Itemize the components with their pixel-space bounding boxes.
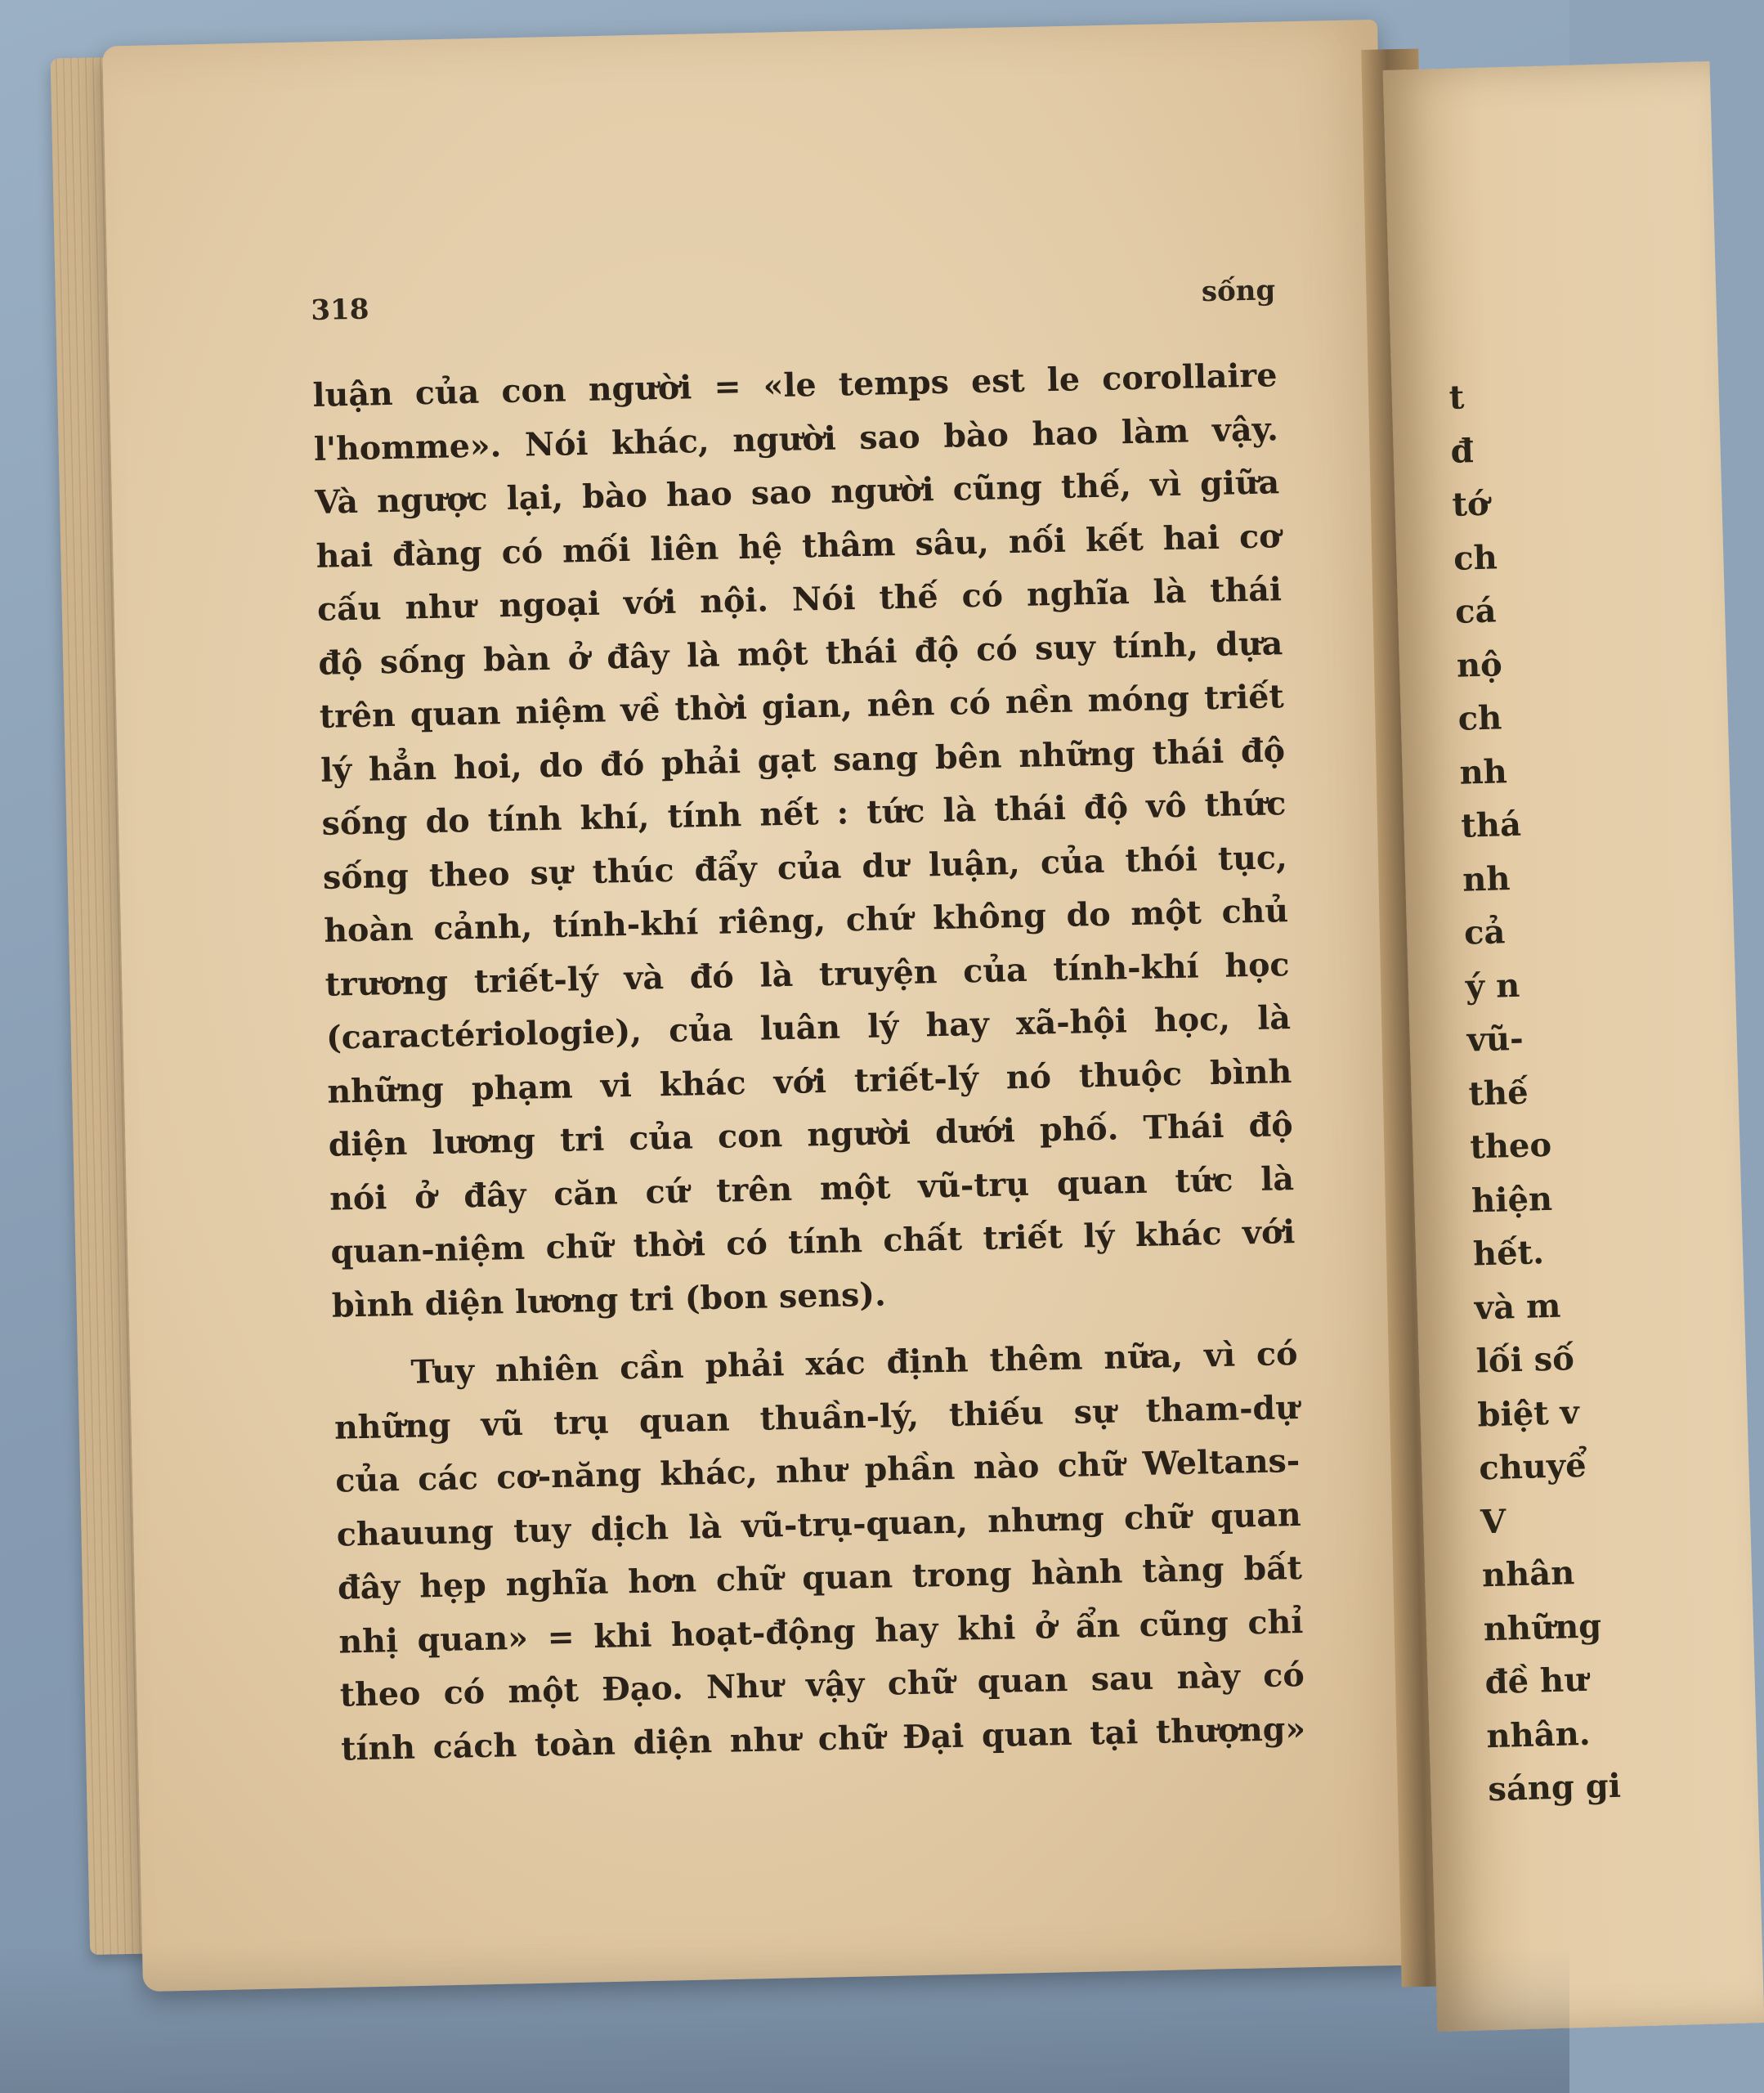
page-number: 318	[311, 293, 369, 327]
facing-page-line: và m	[1474, 1286, 1561, 1327]
text-line: trên quan niệm về thời gian, nên có nền móng triết	[319, 678, 1285, 736]
facing-page-line: thá	[1460, 804, 1522, 845]
facing-page	[1383, 61, 1764, 2032]
text-line: bình diện lương tri (bon sens).	[331, 1275, 887, 1325]
text-line: đây hẹp nghĩa hơn chữ quan trong hành tàng bất	[337, 1548, 1303, 1607]
facing-page-line: vũ-	[1466, 1019, 1524, 1060]
facing-page-line: cả	[1463, 912, 1506, 952]
text-line: sống theo sự thúc đẩy của dư luận, của thói tục,	[322, 838, 1288, 897]
page-text-block	[311, 274, 1306, 1776]
facing-page-fragments	[1448, 367, 1622, 1816]
text-line: chauung tuy dịch là vũ-trụ-quan, nhưng chữ quan	[336, 1495, 1302, 1554]
facing-page-line: lối số	[1475, 1339, 1575, 1381]
text-line: cấu như ngoại với nội. Nói thế có nghĩa là thái	[316, 571, 1283, 629]
text-line: trương triết-lý và đó là truyện của tính-khí học	[325, 945, 1290, 1004]
facing-page-line: ch	[1457, 698, 1502, 738]
body-text	[312, 349, 1306, 1776]
facing-page-line: cá	[1454, 591, 1498, 631]
facing-page-line: chuyể	[1478, 1445, 1587, 1488]
text-line: l'homme». Nói khác, người sao bào hao làm vậy.	[313, 410, 1279, 468]
facing-page-line: nhân.	[1485, 1714, 1592, 1755]
text-line: nói ở đây căn cứ trên một vũ-trụ quan tức là	[329, 1159, 1295, 1218]
paragraph-1	[312, 349, 1296, 1333]
facing-page-line: đề hư	[1484, 1660, 1588, 1702]
text-line: Tuy nhiên cần phải xác định thêm nữa, vì có	[410, 1335, 1298, 1392]
text-line: luận của con người = «le temps est le corollaire	[312, 356, 1278, 415]
text-line: quan-niệm chữ thời có tính chất triết lý khác với	[330, 1213, 1296, 1271]
text-line: sống do tính khí, tính nết : tức là thái độ vô thức	[321, 785, 1287, 843]
text-line: (caractériologie), của luân lý hay xã-hội học, là	[325, 999, 1292, 1057]
text-line: tính cách toàn diện như chữ Đại quan tại thượng»	[340, 1710, 1306, 1768]
facing-page-line: đ	[1449, 431, 1475, 471]
bottom-shadow	[0, 1946, 1569, 2093]
facing-page-line: V	[1480, 1502, 1507, 1541]
facing-page-line: sáng gi	[1487, 1766, 1622, 1809]
text-line: nhị quan» = khi hoạt-động hay khi ở ẩn cũng chỉ	[338, 1602, 1304, 1661]
facing-page-line: theo	[1469, 1125, 1552, 1167]
facing-page-line: ch	[1453, 537, 1498, 578]
text-line: hai đàng có mối liên hệ thâm sâu, nối kết hai cơ	[316, 517, 1281, 576]
text-line: diện lương tri của con người dưới phố. Thái độ	[328, 1106, 1294, 1164]
text-line: Và ngược lại, bào hao sao người cũng thế, vì giữa	[314, 464, 1280, 522]
facing-page-line: nh	[1462, 858, 1511, 899]
text-line: hoàn cảnh, tính-khí riêng, chứ không do một chủ	[323, 892, 1289, 950]
facing-page-line: nộ	[1456, 644, 1503, 685]
text-line: của các cơ-năng khác, như phần nào chữ Weltans-	[334, 1441, 1301, 1500]
facing-page-line: tớ	[1451, 484, 1490, 524]
text-line: theo có một Đạo. Như vậy chữ quan sau này có	[339, 1656, 1305, 1714]
text-line: lý hẳn hoi, do đó phải gạt sang bên những thái độ	[320, 731, 1286, 790]
text-line: độ sống bàn ở đây là một thái độ có suy tính, dựa	[317, 624, 1283, 683]
running-title: sống	[1201, 274, 1276, 309]
facing-page-line: hiện	[1471, 1179, 1553, 1221]
facing-page-line: thế	[1467, 1073, 1529, 1114]
facing-page-line: ý n	[1465, 966, 1520, 1006]
facing-page-line: hết.	[1472, 1233, 1545, 1274]
text-line: những phạm vi khác với triết-lý nó thuộc bình	[326, 1052, 1292, 1111]
facing-page-line: những	[1483, 1606, 1602, 1648]
paragraph-2	[333, 1328, 1306, 1777]
facing-page-line: biệt v	[1476, 1392, 1580, 1434]
facing-page-line: nh	[1458, 751, 1508, 792]
text-line: những vũ trụ quan thuần-lý, thiếu sự tham-dự	[334, 1388, 1300, 1447]
facing-page-line: t	[1448, 378, 1465, 417]
facing-page-line: nhân	[1481, 1553, 1575, 1595]
